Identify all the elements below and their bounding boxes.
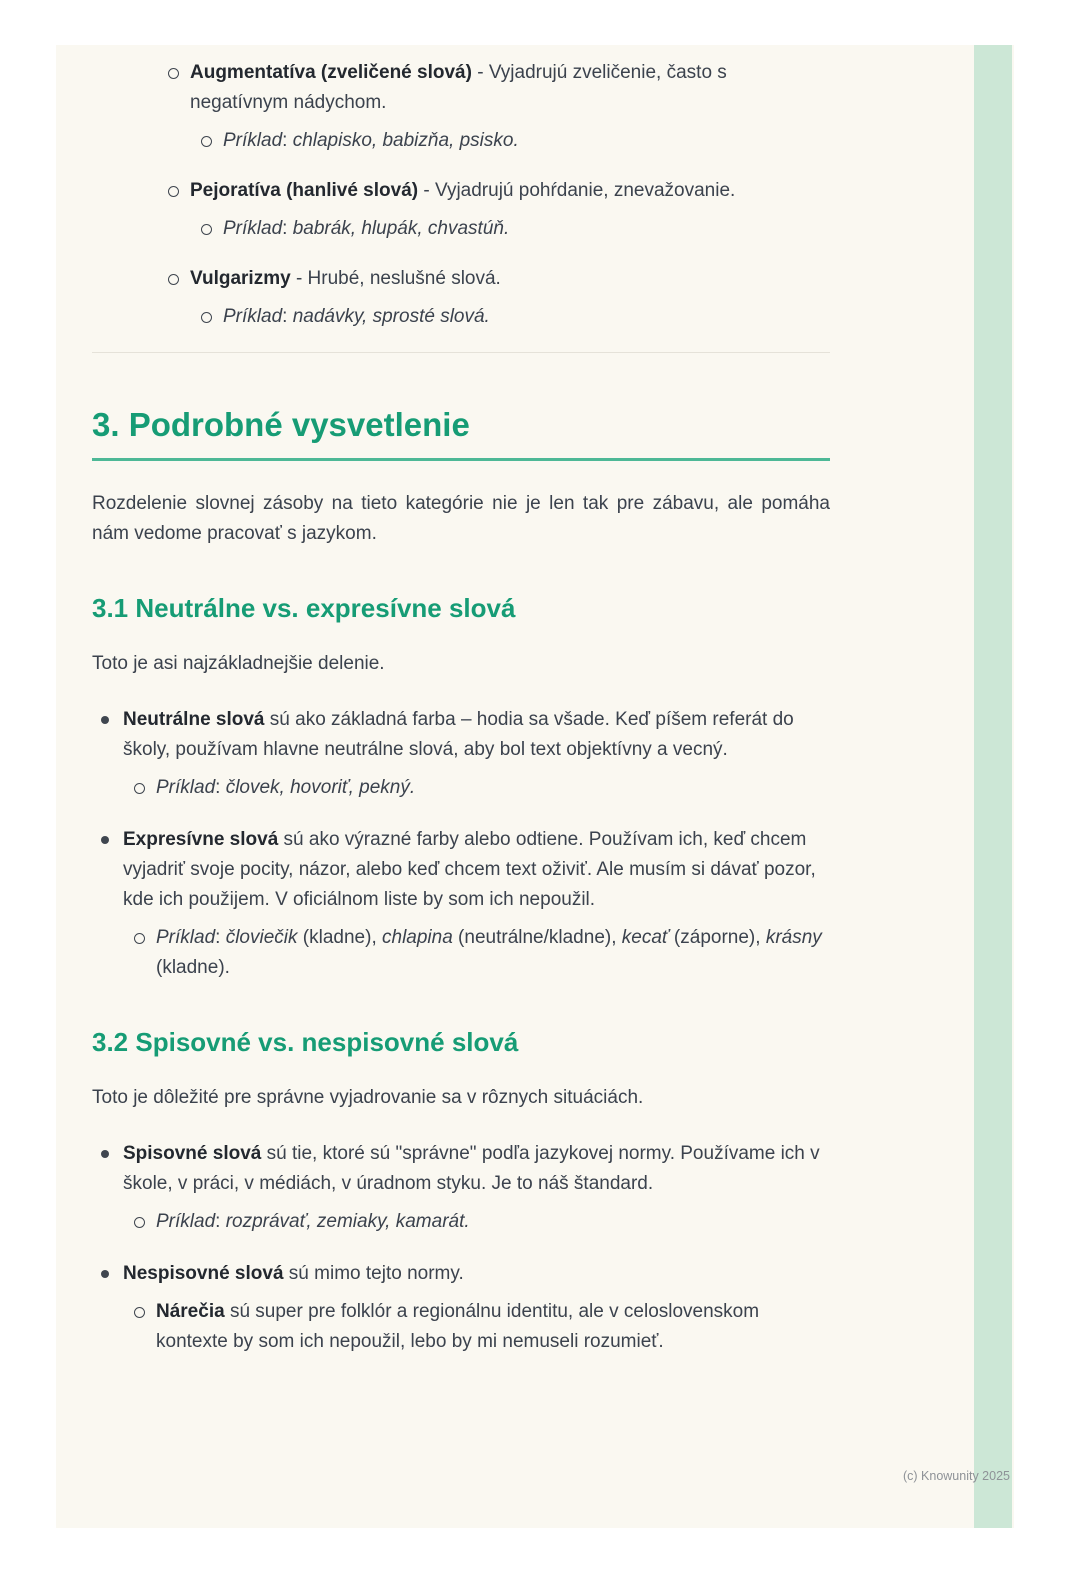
example-text: Príklad: rozprávať, zemiaky, kamarát. [156,1211,470,1232]
document-page [56,45,1014,1528]
example-text: Príklad: chlapisko, babizňa, psisko. [223,130,519,151]
example-sublist [123,1207,830,1237]
copyright-footer: (c) Knowunity 2025 [902,1469,1010,1483]
example-sublist [123,1297,830,1357]
list-item-expresivne-slova [100,825,830,983]
list-item-text: Pejoratíva (hanlivé slová) - Vyjadrujú pohŕdanie, znevažovanie. [190,180,736,201]
example-item [133,1207,830,1237]
list-item-text: Expresívne slová sú ako výrazné farby alebo odtiene. Používam ich, keď chcem vyjadriť svoje pocity, názor, alebo keď chcem text oživiť. Ale musím si dávať pozor, kde ich použijem. V oficiálnom liste by som ich nepoužil. [123,829,816,910]
list-item-pejorativa [167,176,830,244]
list-item-text: Spisovné slová sú tie, ktoré sú "správne" podľa jazykovej normy. Používame ich v škole, v práci, v médiách, v úradnom styku. Je to náš štandard. [123,1143,820,1194]
example-sublist [123,923,830,983]
section-3-title: 3. Podrobné vysvetlenie [92,405,830,461]
example-text: Príklad: človiečik (kladne), chlapina (neutrálne/kladne), kecať (záporne), krásny (kladne). [156,927,822,978]
example-sublist [123,773,830,803]
list-item-vulgarizmy [167,264,830,332]
standard-vs-nonstandard-list [92,1139,830,1357]
example-item [200,214,830,244]
example-item [133,923,830,983]
subsection-3-2-intro: Toto je dôležité pre správne vyjadrovanie sa v rôznych situáciách. [92,1087,644,1108]
list-item-text: Nespisovné slová sú mimo tejto normy. [123,1263,464,1284]
page-content [56,45,1014,1357]
example-text: Príklad: nadávky, sprosté slová. [223,306,490,327]
list-item-text: Neutrálne slová sú ako základná farba – hodia sa všade. Keď píšem referát do školy, používam hlavne neutrálne slová, aby bol text objektívny a vecný. [123,709,794,760]
section-divider [92,352,830,353]
example-text: Nárečia sú super pre folklór a regionálnu identitu, ale v celoslovenskom kontexte by som ich nepoužil, lebo by mi nemuseli rozumieť. [156,1301,760,1352]
list-item-text: Augmentatíva (zveličené slová) - Vyjadrujú zveličenie, často s negatívnym nádychom. [190,62,727,113]
neutral-vs-expressive-list [92,705,830,983]
example-sublist [190,126,830,156]
section-3-intro: Rozdelenie slovnej zásoby na tieto kategórie nie je len tak pre zábavu, ale pomáha nám vedome pracovať s jazykom. [92,493,830,544]
expressive-words-list [92,58,830,332]
list-item-nespisovne-slova [100,1259,830,1357]
example-sublist [190,302,830,332]
example-text: Príklad: človek, hovoriť, pekný. [156,777,416,798]
subsection-3-1-title: 3.1 Neutrálne vs. expresívne slová [92,593,516,623]
list-item-spisovne-slova [100,1139,830,1237]
subsection-3-2-title: 3.2 Spisovné vs. nespisovné slová [92,1027,519,1057]
example-item [133,773,830,803]
example-item [200,126,830,156]
list-item-augmentativa [167,58,830,156]
list-item-text: Vulgarizmy - Hrubé, neslušné slová. [190,268,501,289]
example-item-narecia [133,1297,830,1357]
subsection-3-1-intro: Toto je asi najzákladnejšie delenie. [92,653,385,674]
example-item [200,302,830,332]
example-sublist [190,214,830,244]
list-item-neutralne-slova [100,705,830,803]
example-text: Príklad: babrák, hlupák, chvastúň. [223,218,510,239]
